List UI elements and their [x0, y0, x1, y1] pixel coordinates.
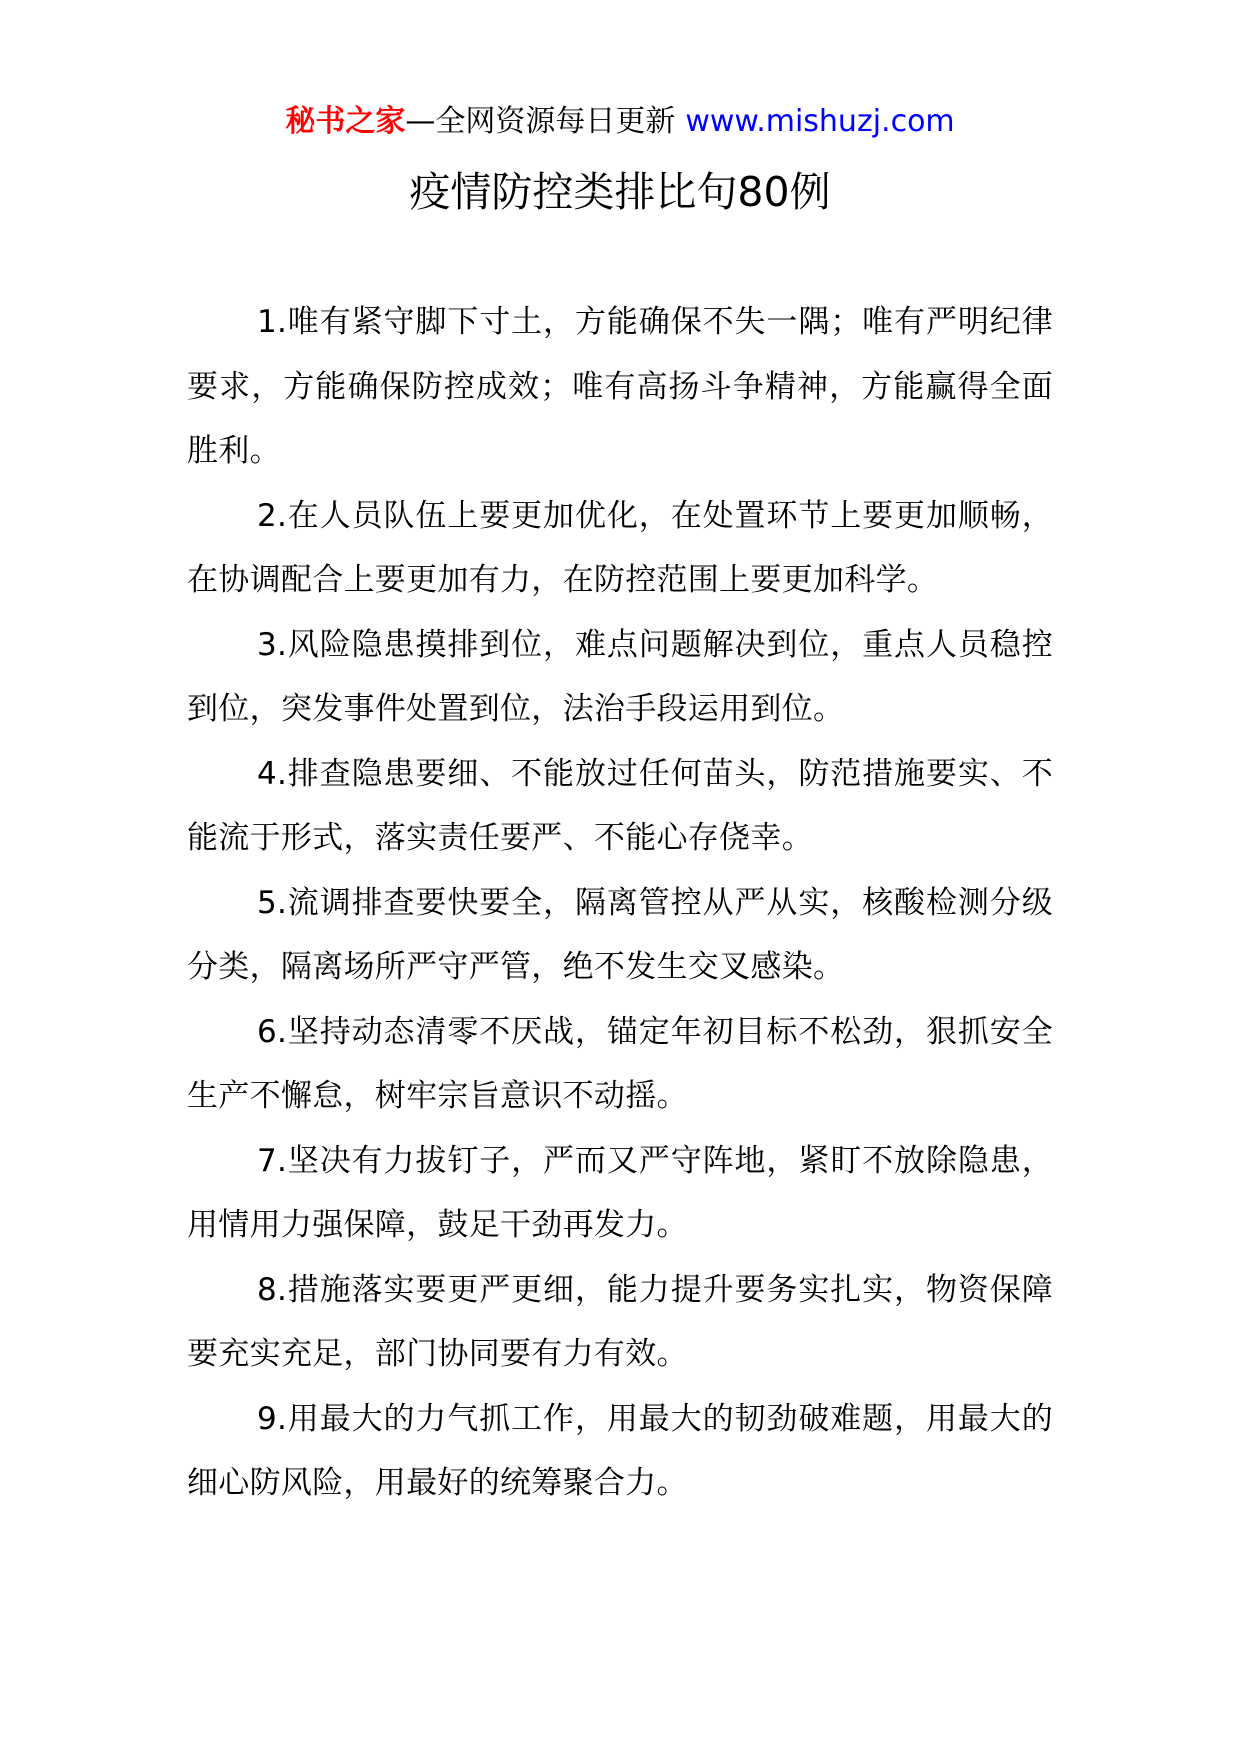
paragraph-9: 9.用最大的力气抓工作，用最大的韧劲破难题，用最大的细心防风险，用最好的统筹聚合力。 [187, 1400, 1053, 1501]
paragraph-7: 7.坚决有力拔钉子，严而又严守阵地，紧盯不放除隐患，用情用力强保障，鼓足干劲再发力。 [187, 1142, 1053, 1243]
document-title: 疫情防控类排比句80例 [409, 168, 831, 216]
site-header [0, 100, 1240, 144]
site-brand: 秘书之家 [285, 104, 406, 139]
site-url-link[interactable]: www.mishuzj.com [685, 104, 955, 139]
paragraph-2: 2.在人员队伍上要更加优化，在处置环节上要更加顺畅，在协调配合上要更加有力，在防控范围上要更加科学。 [187, 497, 1053, 598]
paragraph-4: 4.排查隐患要细、不能放过任何苗头，防范措施要实、不能流于形式，落实责任要严、不能心存侥幸。 [187, 755, 1053, 856]
paragraph-6: 6.坚持动态清零不厌战，锚定年初目标不松劲，狠抓安全生产不懈怠，树牢宗旨意识不动摇。 [187, 1013, 1053, 1114]
paragraph-3: 3.风险隐患摸排到位，难点问题解决到位，重点人员稳控到位，突发事件处置到位，法治手段运用到位。 [187, 626, 1053, 727]
paragraph-5: 5.流调排查要快要全，隔离管控从严从实，核酸检测分级分类，隔离场所严守严管，绝不发生交叉感染。 [187, 884, 1053, 985]
paragraph-8: 8.措施落实要更严更细，能力提升要务实扎实，物资保障要充实充足，部门协同要有力有效。 [187, 1271, 1053, 1372]
paragraph-1: 1.唯有紧守脚下寸土，方能确保不失一隅；唯有严明纪律要求，方能确保防控成效；唯有高扬斗争精神，方能赢得全面胜利。 [187, 304, 1053, 469]
document-body [187, 290, 1053, 1516]
site-tagline: —全网资源每日更新 [405, 104, 676, 139]
